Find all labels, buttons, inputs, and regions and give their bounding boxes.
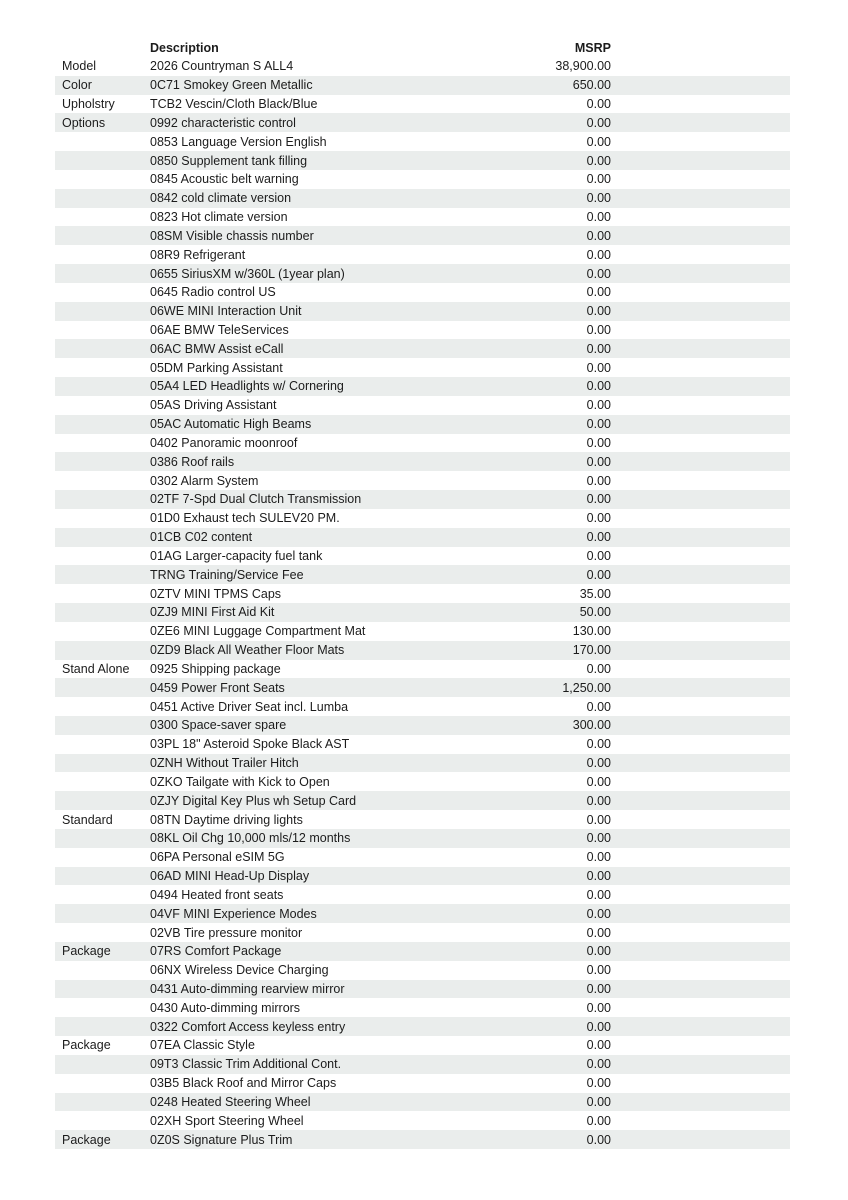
row-msrp: 0.00 (586, 869, 611, 884)
row-msrp: 0.00 (586, 115, 611, 130)
row-category: Package (62, 944, 111, 959)
row-description: 0431 Auto-dimming rearview mirror (150, 981, 345, 996)
table-row (55, 1017, 790, 1036)
row-description: 0322 Comfort Access keyless entry (150, 1019, 346, 1034)
row-msrp: 0.00 (586, 831, 611, 846)
row-msrp: 0.00 (586, 153, 611, 168)
row-description: 0850 Supplement tank filling (150, 153, 308, 168)
table-row (55, 980, 790, 999)
row-msrp: 0.00 (586, 737, 611, 752)
table-row (55, 1111, 790, 1130)
row-msrp: 0.00 (586, 906, 611, 921)
row-description: 0430 Auto-dimming mirrors (150, 1000, 301, 1015)
table-row (55, 603, 790, 622)
row-description: 05A4 LED Headlights w/ Cornering (150, 379, 344, 394)
row-msrp: 0.00 (586, 266, 611, 281)
row-description: 08TN Daytime driving lights (150, 812, 303, 827)
table-row (55, 283, 790, 302)
row-msrp: 170.00 (572, 643, 611, 658)
row-category: Standard (62, 812, 113, 827)
row-msrp: 300.00 (572, 718, 611, 733)
row-msrp: 0.00 (586, 435, 611, 450)
row-msrp: 0.00 (586, 1000, 611, 1015)
row-description: 01AG Larger-capacity fuel tank (150, 548, 323, 563)
table-row (55, 434, 790, 453)
table-row (55, 660, 790, 679)
table-row (55, 697, 790, 716)
row-description: 0645 Radio control US (150, 285, 276, 300)
row-description: 08KL Oil Chg 10,000 mls/12 months (150, 831, 351, 846)
table-row (55, 170, 790, 189)
row-description: 0Z0S Signature Plus Trim (150, 1132, 293, 1147)
row-msrp: 0.00 (586, 1019, 611, 1034)
row-msrp: 50.00 (579, 605, 611, 620)
row-msrp: 0.00 (586, 492, 611, 507)
row-category: Package (62, 1038, 111, 1053)
table-row (55, 189, 790, 208)
table-row (55, 226, 790, 245)
row-msrp: 130.00 (572, 624, 611, 639)
row-category: Package (62, 1132, 111, 1147)
row-description: 0ZD9 Black All Weather Floor Mats (150, 643, 345, 658)
table-row (55, 942, 790, 961)
row-msrp: 0.00 (586, 1038, 611, 1053)
table-row (55, 132, 790, 151)
row-description: 0300 Space-saver spare (150, 718, 287, 733)
row-description: 0ZJ9 MINI First Aid Kit (150, 605, 275, 620)
row-description: 0451 Active Driver Seat incl. Lumba (150, 699, 349, 714)
row-description: TRNG Training/Service Fee (150, 567, 304, 582)
row-description: 04VF MINI Experience Modes (150, 906, 317, 921)
row-msrp: 0.00 (586, 323, 611, 337)
table-row (55, 490, 790, 509)
table-row (55, 1093, 790, 1112)
table-row (55, 923, 790, 942)
row-msrp: 0.00 (586, 417, 611, 432)
table-row (55, 547, 790, 566)
table-row (55, 678, 790, 697)
row-msrp: 0.00 (586, 963, 611, 978)
row-msrp: 0.00 (586, 530, 611, 545)
row-description: 02XH Sport Steering Wheel (150, 1113, 304, 1128)
table-row (55, 885, 790, 904)
row-description: 0386 Roof rails (150, 454, 235, 469)
table-row (55, 95, 790, 114)
row-description: 0992 characteristic control (150, 115, 296, 130)
table-row (55, 471, 790, 490)
row-msrp: 0.00 (586, 981, 611, 996)
row-msrp: 0.00 (586, 360, 611, 375)
table-row (55, 791, 790, 810)
table-body (55, 57, 790, 1149)
row-description: 0845 Acoustic belt warning (150, 172, 299, 187)
table-row (55, 339, 790, 358)
table-row (55, 113, 790, 132)
row-msrp: 650.00 (572, 78, 611, 93)
table-row (55, 641, 790, 660)
table-row (55, 716, 790, 735)
row-description: 03PL 18" Asteroid Spoke Black AST (150, 737, 350, 752)
row-description: 0402 Panoramic moonroof (150, 435, 298, 450)
table-row (55, 810, 790, 829)
row-msrp: 0.00 (586, 699, 611, 714)
table-row (55, 1055, 790, 1074)
table-row (55, 76, 790, 95)
row-msrp: 0.00 (586, 97, 611, 112)
table-row (55, 848, 790, 867)
row-category: Upholstry (62, 97, 115, 112)
row-description: 0248 Heated Steering Wheel (150, 1094, 311, 1109)
row-msrp: 0.00 (586, 756, 611, 771)
row-description: 03B5 Black Roof and Mirror Caps (150, 1076, 337, 1091)
table-row (55, 377, 790, 396)
row-description: 06NX Wireless Device Charging (150, 963, 329, 978)
table-row (55, 1074, 790, 1093)
row-msrp: 0.00 (586, 473, 611, 488)
row-description: 0ZE6 MINI Luggage Compartment Mat (150, 624, 366, 639)
row-description: 05AS Driving Assistant (150, 398, 277, 413)
row-msrp: 0.00 (586, 134, 611, 149)
table-row (55, 57, 790, 76)
row-msrp: 0.00 (586, 850, 611, 865)
row-msrp: 0.00 (586, 454, 611, 469)
row-msrp: 35.00 (579, 586, 611, 601)
row-msrp: 0.00 (586, 944, 611, 959)
row-msrp: 0.00 (586, 511, 611, 526)
column-header-description: Description (150, 40, 219, 55)
table-row (55, 396, 790, 415)
table-row (55, 151, 790, 170)
row-description: 2026 Countryman S ALL4 (150, 59, 294, 74)
row-description: 06WE MINI Interaction Unit (150, 304, 302, 319)
row-description: 0823 Hot climate version (150, 210, 288, 225)
row-msrp: 0.00 (586, 210, 611, 225)
row-description: 0ZNH Without Trailer Hitch (150, 756, 299, 771)
row-description: 0494 Heated front seats (150, 887, 284, 902)
table-row (55, 264, 790, 283)
row-msrp: 0.00 (586, 172, 611, 187)
row-category: Color (62, 78, 92, 93)
table-row (55, 208, 790, 227)
row-description: 05AC Automatic High Beams (150, 417, 312, 432)
row-msrp: 0.00 (586, 247, 611, 262)
row-msrp: 0.00 (586, 228, 611, 243)
table-row (55, 754, 790, 773)
row-category: Options (62, 115, 106, 130)
table-row (55, 772, 790, 791)
row-msrp: 0.00 (586, 567, 611, 582)
table-row (55, 358, 790, 377)
row-description: 0842 cold climate version (150, 191, 292, 206)
table-row (55, 302, 790, 321)
row-category: Model (62, 59, 97, 74)
row-msrp: 0.00 (586, 398, 611, 413)
table-row (55, 565, 790, 584)
row-msrp: 1,250.00 (562, 680, 611, 695)
table-row (55, 509, 790, 528)
table-row (55, 584, 790, 603)
row-description: 08R9 Refrigerant (150, 247, 246, 262)
row-description: 01CB C02 content (150, 530, 253, 545)
row-description: 06AD MINI Head-Up Display (150, 869, 310, 884)
row-description: 0655 SiriusXM w/360L (1year plan) (150, 266, 345, 281)
table-row (55, 735, 790, 754)
row-msrp: 38,900.00 (555, 59, 611, 74)
table-header-row (55, 38, 790, 57)
row-msrp: 0.00 (586, 285, 611, 300)
table-row (55, 1130, 790, 1149)
row-msrp: 0.00 (586, 379, 611, 394)
row-description: 07RS Comfort Package (150, 944, 282, 959)
row-msrp: 0.00 (586, 774, 611, 789)
row-description: 0925 Shipping package (150, 661, 281, 676)
row-description: 0459 Power Front Seats (150, 680, 285, 695)
row-msrp: 0.00 (586, 341, 611, 356)
table-row (55, 867, 790, 886)
column-header-msrp: MSRP (574, 40, 611, 55)
row-description: 05DM Parking Assistant (150, 360, 283, 375)
row-description: 0ZKO Tailgate with Kick to Open (150, 774, 330, 789)
table-row (55, 829, 790, 848)
row-msrp: 0.00 (586, 887, 611, 902)
row-description: 0853 Language Version English (150, 134, 327, 149)
row-msrp: 0.00 (586, 1057, 611, 1072)
row-msrp: 0.00 (586, 1076, 611, 1091)
row-msrp: 0.00 (586, 661, 611, 676)
row-description: 06PA Personal eSIM 5G (150, 850, 285, 865)
row-description: 06AE BMW TeleServices (150, 323, 289, 337)
table-row (55, 321, 790, 340)
row-description: 01D0 Exhaust tech SULEV20 PM. (150, 511, 340, 526)
row-description: 08SM Visible chassis number (150, 228, 314, 243)
row-msrp: 0.00 (586, 793, 611, 808)
row-category: Stand Alone (62, 661, 130, 676)
row-msrp: 0.00 (586, 812, 611, 827)
row-description: 0ZTV MINI TPMS Caps (150, 586, 282, 601)
row-description: 02VB Tire pressure monitor (150, 925, 303, 940)
row-description: 0302 Alarm System (150, 473, 259, 488)
row-msrp: 0.00 (586, 1094, 611, 1109)
row-description: 0ZJY Digital Key Plus wh Setup Card (150, 793, 357, 808)
table-row (55, 245, 790, 264)
table-row (55, 1036, 790, 1055)
row-msrp: 0.00 (586, 304, 611, 319)
table-row (55, 998, 790, 1017)
row-description: 07EA Classic Style (150, 1038, 255, 1053)
row-msrp: 0.00 (586, 925, 611, 940)
table-row (55, 904, 790, 923)
row-msrp: 0.00 (586, 191, 611, 206)
row-description: 02TF 7-Spd Dual Clutch Transmission (150, 492, 362, 507)
row-description: 06AC BMW Assist eCall (150, 341, 284, 356)
row-description: 09T3 Classic Trim Additional Cont. (150, 1057, 342, 1072)
table-row (55, 528, 790, 547)
row-description: 0C71 Smokey Green Metallic (150, 78, 313, 93)
table-row (55, 622, 790, 641)
table-row (55, 961, 790, 980)
row-msrp: 0.00 (586, 1113, 611, 1128)
table-row (55, 415, 790, 434)
table-row (55, 452, 790, 471)
row-msrp: 0.00 (586, 548, 611, 563)
row-description: TCB2 Vescin/Cloth Black/Blue (150, 97, 318, 112)
row-msrp: 0.00 (586, 1132, 611, 1147)
